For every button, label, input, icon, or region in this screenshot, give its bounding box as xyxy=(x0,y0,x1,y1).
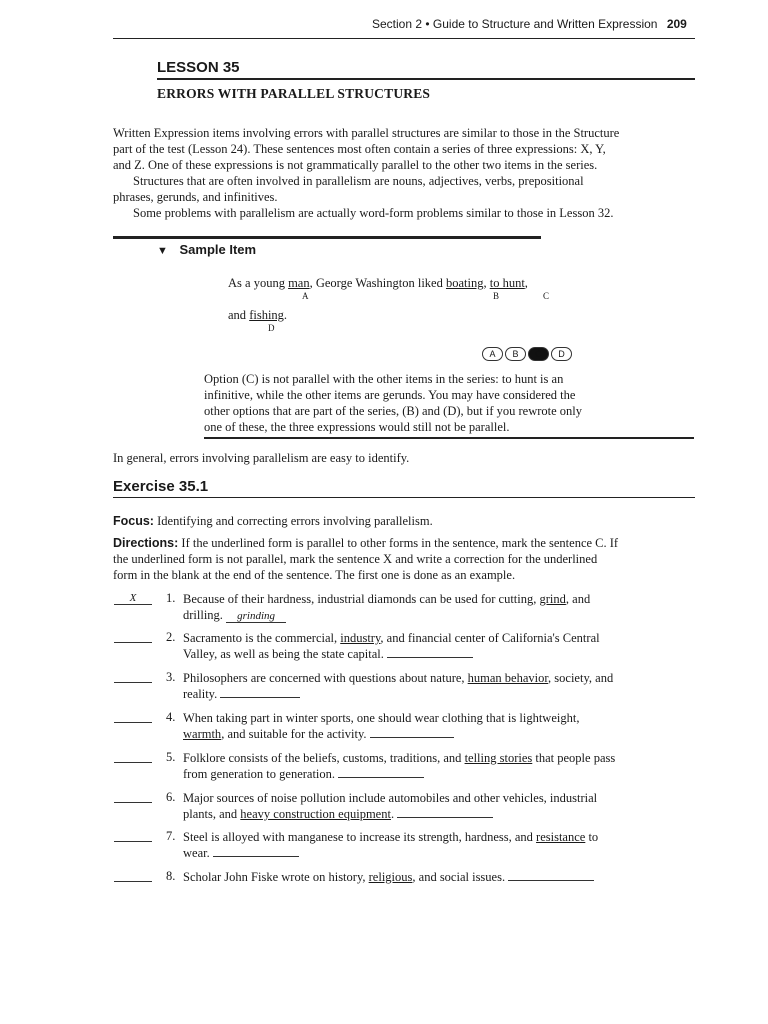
general-note: In general, errors involving parallelism are easy to identify. xyxy=(113,451,410,465)
answer-blank[interactable] xyxy=(114,630,152,643)
exercise-item: When taking part in winter sports, one should wear clothing that is lightweight, warmth, and suitable for the activity. xyxy=(183,711,580,741)
correction-blank[interactable] xyxy=(213,845,299,857)
letter-d: D xyxy=(268,323,275,333)
letter-b: B xyxy=(493,291,500,301)
answer-blank[interactable] xyxy=(114,790,152,803)
sample-heading: ▼ Sample Item xyxy=(157,242,257,257)
answer-blank[interactable] xyxy=(114,869,152,882)
intro-line: phrases, gerunds, and infinitives. xyxy=(113,190,278,204)
exercise-item: Major sources of noise pollution include automobiles and other vehicles, industrial plants, and heavy construction equipment. xyxy=(183,791,598,821)
exercise-item: Philosophers are concerned with questions about nature, human behavior, society, and reality. xyxy=(183,671,614,701)
item-number: 8. xyxy=(166,869,176,883)
focus-line: Focus: Identifying and correcting errors involving parallelism. xyxy=(113,514,433,528)
sample-rule xyxy=(113,236,541,239)
correction-blank[interactable] xyxy=(508,869,594,881)
item-number: 2. xyxy=(166,630,176,644)
sample-end-rule xyxy=(204,437,694,439)
sample-sentence-line2: and fishing. xyxy=(228,308,288,322)
option-a: man xyxy=(288,276,310,290)
lesson-label: LESSON 35 xyxy=(157,59,240,76)
intro-text xyxy=(113,125,703,221)
exercise-title: Exercise 35.1 xyxy=(113,478,209,495)
section-title: Section 2 • Guide to Structure and Written Expression xyxy=(372,17,658,31)
intro-line: part of the test (Lesson 24). These sentences most often contain a series of three expressions: X, Y, xyxy=(113,142,606,156)
correction-blank[interactable] xyxy=(338,766,424,778)
option-c: to hunt xyxy=(489,276,525,290)
answer-blank[interactable] xyxy=(114,710,152,723)
item-number: 3. xyxy=(166,670,176,684)
sample-sentence: As a young man, George Washington liked boating, to hunt, xyxy=(228,276,528,290)
letter-a: A xyxy=(302,291,309,301)
bubble-c-selected[interactable]: C xyxy=(528,347,549,361)
exercise-rule xyxy=(113,497,695,498)
correction-blank[interactable] xyxy=(387,646,473,658)
answer-bubbles xyxy=(482,344,570,362)
exercise-item: Steel is alloyed with manganese to increase its strength, hardness, and resistance to wear. xyxy=(183,830,599,860)
header-rule xyxy=(113,38,695,39)
intro-line: Some problems with parallelism are actually word-form problems similar to those in Lesson 32. xyxy=(133,206,614,220)
letter-c: C xyxy=(543,291,550,301)
item-number: 7. xyxy=(166,829,176,843)
page-number: 209 xyxy=(666,17,687,31)
sample-explanation: Option (C) is not parallel with the other items in the series: to hunt is an infinitive, while the other items are gerunds. You may have considered the other options that are part of the series, (B) and (D), but if you rewrote only one of these, the three expressions would still not be parallel. xyxy=(204,372,583,434)
option-d: fishing xyxy=(249,308,284,322)
correction-blank[interactable] xyxy=(397,806,493,818)
lesson-title: ERRORS WITH PARALLEL STRUCTURES xyxy=(157,86,431,101)
item-number: 1. xyxy=(166,591,176,605)
intro-line: and Z. One of these expressions is not grammatically parallel to the other two items in the series. xyxy=(113,158,598,172)
correction-blank[interactable]: grinding xyxy=(226,611,286,623)
directions: Directions: If the underlined form is parallel to other forms in the sentence, mark the sentence C. If the underlined form is not parallel, mark the sentence X and write a correction for the underlined form in the blank at the end of the sentence. The first one is done as an example. xyxy=(113,536,619,582)
exercise-item: Because of their hardness, industrial diamonds can be used for cutting, grind, and drilling. grinding xyxy=(183,592,591,622)
bubble-b[interactable]: B xyxy=(505,347,526,361)
intro-line: Written Expression items involving errors with parallel structures are similar to those in the Structure xyxy=(113,126,620,140)
answer-blank[interactable] xyxy=(114,670,152,683)
triangle-down-icon: ▼ xyxy=(157,245,168,257)
bubble-a[interactable]: A xyxy=(482,347,503,361)
exercise-item: Sacramento is the commercial, industry, and financial center of California's Central Valley, as well as being the state capital. xyxy=(183,631,600,661)
correction-blank[interactable] xyxy=(370,726,454,738)
item-number: 4. xyxy=(166,710,176,724)
answer-blank[interactable] xyxy=(114,829,152,842)
running-header xyxy=(372,17,687,31)
intro-line: Structures that are often involved in parallelism are nouns, adjectives, verbs, prepositional xyxy=(133,174,584,188)
exercise-item: Folklore consists of the beliefs, customs, traditions, and telling stories that people pass from generation to generation. xyxy=(183,751,616,781)
item-number: 6. xyxy=(166,790,176,804)
exercise-item: Scholar John Fiske wrote on history, religious, and social issues. xyxy=(183,869,693,885)
bubble-d[interactable]: D xyxy=(551,347,572,361)
item-number: 5. xyxy=(166,750,176,764)
lesson-rule xyxy=(157,78,695,80)
correction-blank[interactable] xyxy=(220,686,300,698)
answer-blank[interactable] xyxy=(114,750,152,763)
option-b: boating xyxy=(445,276,484,290)
answer-blank[interactable]: X xyxy=(114,592,152,605)
